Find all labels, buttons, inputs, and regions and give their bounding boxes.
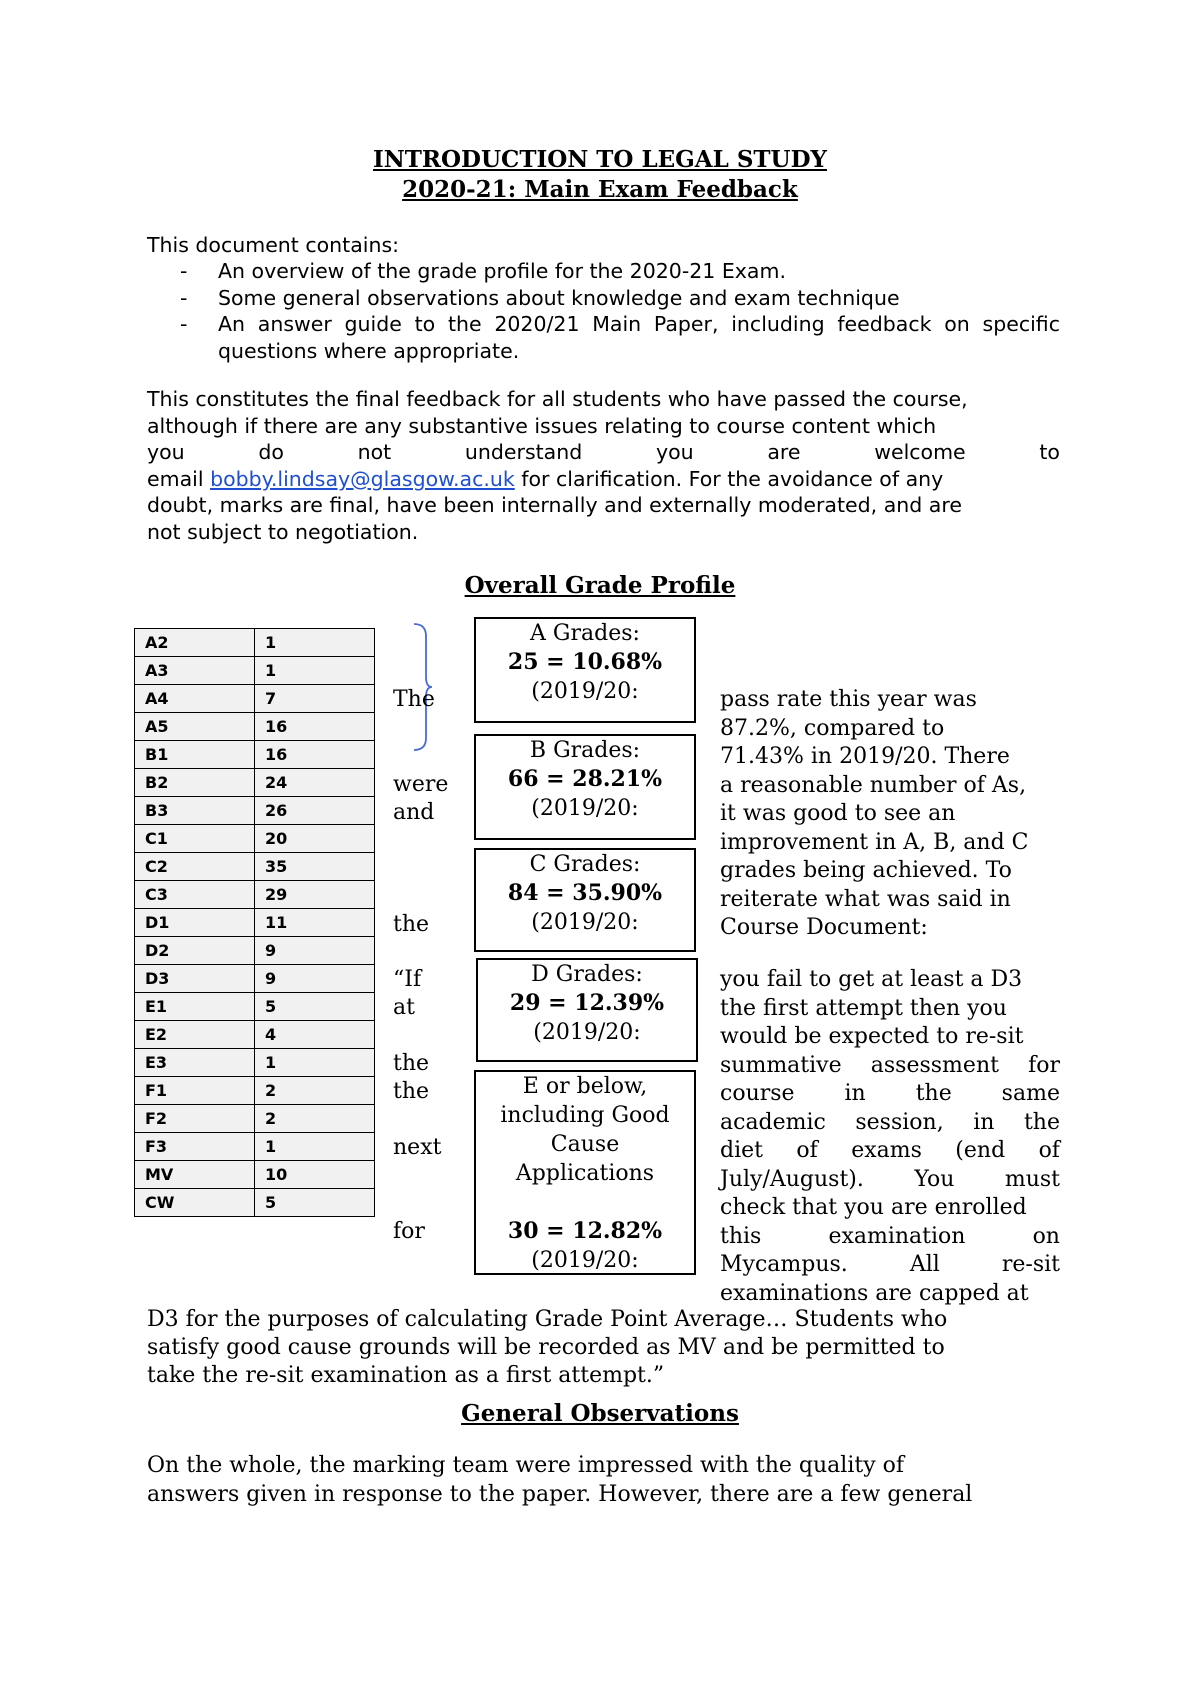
general-observations-heading: General Observations [461, 1400, 739, 1427]
grade-cell: C1 [135, 825, 255, 853]
table-row [135, 825, 375, 853]
paragraph-line-justified: you do not understand you are welcome to [147, 440, 1060, 464]
wrap-word: at [393, 995, 415, 1020]
wrap-word: the [393, 1051, 430, 1076]
d-grades-box: D Grades: 29 = 12.39% (2019/20: [476, 958, 698, 1062]
list-item: - An answer guide to the 2020/21 Main Paper, including feedback on specific questions where appropriate. [180, 312, 1060, 363]
quote-line: summative assessment for [720, 1052, 1060, 1078]
grade-cell: F1 [135, 1077, 255, 1105]
count-cell: 5 [255, 1189, 375, 1217]
wrap-word: were [393, 772, 449, 797]
grade-cell: A3 [135, 657, 255, 685]
table-row [135, 797, 375, 825]
grade-cell: F3 [135, 1133, 255, 1161]
a-grades-box: A Grades: 25 = 10.68% (2019/20: [474, 617, 696, 723]
table-row [135, 1049, 375, 1077]
wrap-word: The [393, 687, 435, 712]
resit-quote-continued: D3 for the purposes of calculating Grade Point Average… Students who satisfy good cause grounds will be recorded as MV and be permitted to take the re-sit examination as a first attempt.” [147, 1307, 948, 1388]
wrap-word: the [393, 912, 430, 937]
grade-cell: F2 [135, 1105, 255, 1133]
table-row [135, 853, 375, 881]
count-cell: 1 [255, 1049, 375, 1077]
paragraph-line: This constitutes the final feedback for all students who have passed the course, [147, 387, 968, 411]
grade-table [134, 628, 375, 1217]
table-row [135, 909, 375, 937]
count-cell: 24 [255, 769, 375, 797]
table-row [135, 1077, 375, 1105]
count-cell: 9 [255, 937, 375, 965]
quote-line: Mycampus. All re-sit [720, 1252, 1060, 1277]
list-item: - Some general observations about knowledge and exam technique [180, 285, 900, 310]
intro-lead: This document contains: [147, 233, 400, 257]
table-row [135, 741, 375, 769]
b-grades-box: B Grades: 66 = 28.21% (2019/20: [474, 734, 696, 840]
quote-line: diet of exams (end of [720, 1138, 1060, 1163]
table-row [135, 1105, 375, 1133]
count-cell: 20 [255, 825, 375, 853]
table-row [135, 685, 375, 713]
grade-cell: A5 [135, 713, 255, 741]
quote-line: examinations are capped at [720, 1280, 1029, 1306]
count-cell: 7 [255, 685, 375, 713]
count-cell: 16 [255, 713, 375, 741]
table-row [135, 993, 375, 1021]
count-cell: 11 [255, 909, 375, 937]
quote-line: the first attempt then you [720, 995, 1007, 1021]
e-grades-box: E or below, including Good Cause Applications 30 = 12.82% (2019/20: [474, 1070, 696, 1275]
grade-cell: A4 [135, 685, 255, 713]
wrap-word: “If [393, 967, 422, 992]
table-row [135, 713, 375, 741]
table-row [135, 1133, 375, 1161]
document-title: INTRODUCTION TO LEGAL STUDY [373, 146, 827, 173]
table-row [135, 769, 375, 797]
grade-cell: B1 [135, 741, 255, 769]
paragraph-line: not subject to negotiation. [147, 519, 419, 544]
count-cell: 35 [255, 853, 375, 881]
resit-quote-text [720, 966, 1060, 1308]
table-row [135, 937, 375, 965]
pass-rate-text: pass rate this year was 87.2%, compared to 71.43% in 2019/20. There a reasonable number of As, it was good to see an improvement in A, B, and C grades being achieved. To reiterate what was said in Course Document: [720, 687, 1029, 940]
count-cell: 2 [255, 1077, 375, 1105]
wrap-word: and [393, 800, 435, 825]
grade-cell: C3 [135, 881, 255, 909]
grade-cell: D3 [135, 965, 255, 993]
grade-profile-heading: Overall Grade Profile [464, 572, 736, 599]
paragraph-line: although if there are any substantive issues relating to course content which [147, 413, 937, 438]
grade-cell: C2 [135, 853, 255, 881]
wrap-word: for [393, 1219, 425, 1244]
quote-line: check that you are enrolled [720, 1195, 1027, 1220]
table-row [135, 1189, 375, 1217]
paragraph-line: doubt, marks are final, have been internally and externally moderated, and are [147, 493, 962, 517]
count-cell: 4 [255, 1021, 375, 1049]
quote-line: July/August). You must [720, 1166, 1060, 1192]
count-cell: 29 [255, 881, 375, 909]
general-observations-text: On the whole, the marking team were impressed with the quality of answers given in response to the paper. However, there are a few general [147, 1453, 973, 1507]
count-cell: 5 [255, 993, 375, 1021]
grade-cell: A2 [135, 629, 255, 657]
grade-cell: B3 [135, 797, 255, 825]
count-cell: 9 [255, 965, 375, 993]
grade-cell: CW [135, 1189, 255, 1217]
count-cell: 26 [255, 797, 375, 825]
quote-line: would be expected to re-sit [720, 1024, 1024, 1049]
count-cell: 1 [255, 657, 375, 685]
feedback-paragraph: This constitutes the final feedback for all students who have passed the course, although if there are any substantive issues relating to course content which you do not understand you are welcome to email bobby.lindsay@glasgow.ac.uk for clarification. For the avoidance of any doubt, marks are final, have been internally and externally moderated, and are not subject to negotiation. [147, 387, 1060, 544]
contents-list [180, 258, 1060, 364]
quote-line: you fail to get at least a D3 [720, 967, 1023, 992]
table-row [135, 965, 375, 993]
grade-cell: MV [135, 1161, 255, 1189]
grade-cell: E3 [135, 1049, 255, 1077]
list-item: - An overview of the grade profile for the 2020-21 Exam. [180, 259, 786, 283]
count-cell: 1 [255, 1133, 375, 1161]
grade-cell: D2 [135, 937, 255, 965]
table-row [135, 657, 375, 685]
grade-cell: B2 [135, 769, 255, 797]
document-subtitle: 2020-21: Main Exam Feedback [402, 176, 798, 203]
count-cell: 1 [255, 629, 375, 657]
table-row [135, 1161, 375, 1189]
quote-line: course in the same [720, 1081, 1060, 1106]
table-row [135, 881, 375, 909]
table-row [135, 1021, 375, 1049]
quote-line: academic session, in the [720, 1109, 1060, 1135]
table-row [135, 629, 375, 657]
grade-cell: E2 [135, 1021, 255, 1049]
count-cell: 16 [255, 741, 375, 769]
quote-line: this examination on [720, 1223, 1060, 1249]
c-grades-box: C Grades: 84 = 35.90% (2019/20: [474, 848, 696, 952]
wrap-word: the [393, 1079, 430, 1104]
count-cell: 10 [255, 1161, 375, 1189]
count-cell: 2 [255, 1105, 375, 1133]
wrap-word: next [393, 1135, 442, 1160]
email-link[interactable]: bobby.lindsay@glasgow.ac.uk [210, 466, 515, 491]
grade-cell: E1 [135, 993, 255, 1021]
grade-cell: D1 [135, 909, 255, 937]
